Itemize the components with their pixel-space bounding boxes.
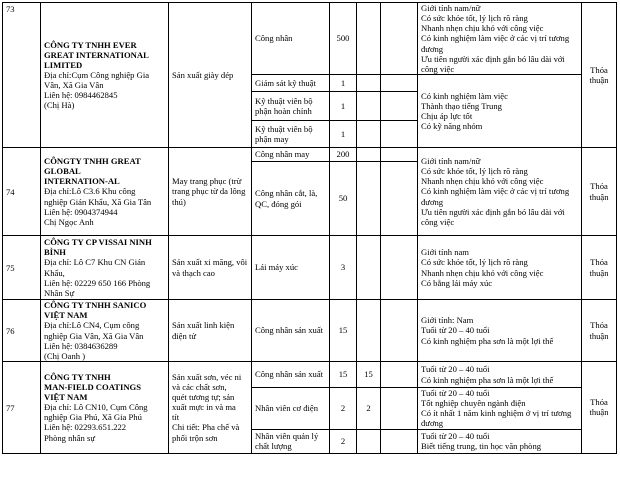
company-info: Khẩu, — [44, 267, 65, 278]
table-row — [3, 300, 617, 362]
company-cell — [41, 362, 169, 454]
requirement-line: Giới tính nam — [421, 247, 469, 258]
empty-cell — [381, 362, 418, 388]
job-title: Công nhân cắt, là, QC, đóng gói — [252, 162, 330, 236]
empty-cell — [381, 92, 418, 121]
job-quantity: 2 — [330, 429, 357, 453]
job-title: Công nhân sản xuất — [252, 300, 330, 362]
requirement-line: Biết tiếng trung, tin học văn phòng — [421, 441, 542, 452]
company-info: nghiệp Gia Phú, Xã Gia Phú — [44, 412, 142, 423]
job-quantity: 3 — [330, 236, 357, 300]
requirement-line: Có sức khỏe tốt, lý lịch rõ ràng — [421, 166, 528, 177]
company-info: Địa chỉ:Cụm Công nghiệp Gia — [44, 69, 150, 80]
industry-line: phối trộn sơn — [172, 432, 218, 443]
requirement-line: Giới tính nam/nữ — [421, 3, 481, 13]
industry-line: Chi tiết: Pha chế và — [172, 422, 240, 433]
job-quantity-2 — [357, 236, 381, 300]
industry-line: và các chất sơn, — [172, 381, 227, 392]
requirements-cell — [418, 388, 582, 430]
requirements-cell — [418, 362, 582, 388]
job-quantity-2 — [357, 162, 381, 236]
job-title: Nhân viên quản lý chất lượng — [252, 429, 330, 453]
industry-cell: Sản xuất linh kiện điện tử — [169, 300, 252, 362]
requirement-line: Nhanh nhẹn chịu khó với công việc — [421, 267, 544, 278]
requirement-line: Tuổi từ 20 – 40 tuổi — [421, 388, 490, 398]
industry-cell: May trang phục (trừ trang phục từ da lông thú) — [169, 148, 252, 236]
requirement-line: Chịu áp lực tốt — [421, 111, 473, 121]
company-cell — [41, 148, 169, 236]
empty-cell — [381, 429, 418, 453]
empty-cell — [381, 162, 418, 236]
requirement-line: Có kinh nghiệm làm việc ở các vị trí tương đương — [421, 33, 570, 54]
company-info: Liên hệ: 0384636289 — [44, 340, 118, 351]
requirement-line: Tốt nghiệp chuyên ngành điện — [421, 398, 526, 409]
company-name: INTERNATION-AL — [44, 176, 120, 187]
company-info: Địa chỉ:Lô CN4, Cụm công — [44, 320, 140, 331]
table-row — [3, 148, 617, 162]
job-quantity-2 — [357, 92, 381, 121]
requirement-line: Có kinh nghiệm làm việc ở các vị trí tương đương — [421, 186, 570, 207]
job-quantity: 15 — [330, 300, 357, 362]
company-cell — [41, 300, 169, 362]
company-name: MAN-FIELD COATINGS — [44, 381, 142, 392]
table-row — [3, 362, 617, 388]
job-quantity-2 — [357, 429, 381, 453]
recruitment-table — [2, 2, 617, 454]
empty-cell — [381, 300, 418, 362]
salary-cell: Thỏa thuận — [582, 236, 617, 300]
row-number: 77 — [3, 362, 41, 454]
requirement-line: Giới tính: Nam — [421, 315, 474, 326]
company-cell — [41, 3, 169, 148]
requirement-line: Có kỹ năng nhóm — [421, 121, 483, 132]
requirement-line: Có kinh nghiệm làm việc — [421, 90, 508, 101]
company-name: GREAT INTERNATIONAL — [44, 49, 149, 60]
company-info: nghiệp Gián Khẩu, Xã Gia Tân — [44, 196, 152, 207]
empty-cell — [381, 236, 418, 300]
company-info: (Chị Oanh ) — [44, 350, 86, 361]
requirement-line: Nhanh nhẹn chịu khó với công việc — [421, 176, 544, 187]
industry-cell — [169, 362, 252, 454]
requirements-cell — [418, 300, 582, 362]
requirements-cell — [418, 236, 582, 300]
job-title: Giám sát kỹ thuật — [252, 75, 330, 92]
job-title: Công nhân sản xuất — [252, 362, 330, 388]
empty-cell — [381, 121, 418, 148]
company-name: CÔNGTY TNHH GREAT — [44, 156, 141, 166]
job-title: Kỹ thuật viên bộ phận may — [252, 121, 330, 148]
company-name: VIỆT NAM — [44, 392, 88, 403]
job-quantity-2 — [357, 300, 381, 362]
empty-cell — [381, 388, 418, 430]
requirement-line: Ưu tiên người xác định gắn bó lâu dài với công việc — [421, 206, 565, 227]
job-quantity: 1 — [330, 92, 357, 121]
company-info: Địa chỉ:Lô C3.6 Khu công — [44, 186, 136, 197]
job-quantity: 50 — [330, 162, 357, 236]
requirement-line: Tuổi từ 20 – 40 tuổi — [421, 430, 490, 441]
requirement-line: Có kinh nghiệm pha sơn là một lợi thế — [421, 335, 554, 346]
table-row — [3, 3, 617, 75]
company-info: Liên hệ: 02229 650 166 Phòng — [44, 277, 151, 288]
empty-cell — [381, 75, 418, 92]
requirements-cell — [418, 148, 582, 236]
company-info: Liên hệ: 0984462845 — [44, 90, 118, 101]
job-title: Công nhân — [252, 3, 330, 75]
job-quantity: 500 — [330, 3, 357, 75]
job-quantity-2: 15 — [357, 362, 381, 388]
row-number: 74 — [3, 148, 41, 236]
company-info: Phòng nhân sự — [44, 432, 95, 443]
salary-cell: Thỏa thuận — [582, 362, 617, 454]
company-info: Vân, Xã Gia Vân — [44, 80, 104, 91]
company-info: nghiệp Gia Vân, Xã Gia Vân — [44, 330, 144, 341]
job-quantity: 1 — [330, 75, 357, 92]
requirement-line: Thành thạo tiếng Trung — [421, 100, 502, 111]
empty-cell — [381, 148, 418, 162]
industry-line: tít — [172, 412, 180, 423]
salary-cell: Thỏa thuận — [582, 300, 617, 362]
salary-cell: Thỏa thuận — [582, 3, 617, 148]
requirement-line: Giới tính nam/nữ — [421, 156, 481, 166]
requirement-line: Có ít nhất 1 năm kinh nghiệm ở vị trí tương đương — [421, 408, 572, 429]
company-name: CÔNG TY TNHH — [44, 371, 111, 382]
company-name: CÔNG TY TNHH EVER — [44, 39, 137, 50]
industry-line: Sản xuất sơn, véc ni — [172, 371, 242, 382]
company-name: CÔNG TY TNHH SANICO — [44, 300, 147, 311]
requirement-line: Có sức khỏe tốt, lý lịch rõ ràng — [421, 13, 528, 24]
requirements-cell — [418, 75, 582, 148]
company-info: Địa chỉ: Lô C7 Khu CN Gián — [44, 257, 146, 268]
requirement-line: Tuổi từ 20 – 40 tuổi — [421, 325, 490, 336]
company-name: LIMITED — [44, 59, 83, 70]
industry-cell: Sản xuất giày dép — [169, 3, 252, 148]
job-quantity: 15 — [330, 362, 357, 388]
company-info: Nhân Sự — [44, 287, 75, 298]
company-cell — [41, 236, 169, 300]
job-quantity: 2 — [330, 388, 357, 430]
job-quantity-2 — [357, 3, 381, 75]
job-quantity-2: 2 — [357, 388, 381, 430]
requirements-cell — [418, 3, 582, 75]
row-number: 75 — [3, 236, 41, 300]
salary-cell: Thỏa thuận — [582, 148, 617, 236]
requirement-line: Ưu tiên người xác định gắn bó lâu dài với công việc — [421, 53, 565, 74]
company-info: Liên hệ: 0904374944 — [44, 206, 118, 217]
job-title: Công nhân may — [252, 148, 330, 162]
industry-line: quét tương tự; sản — [172, 392, 235, 403]
company-name: VIỆT NAM — [44, 310, 88, 321]
row-number: 76 — [3, 300, 41, 362]
requirement-line: Nhanh nhẹn chịu khó với công việc — [421, 23, 544, 34]
requirement-line: Có kinh nghiệm pha sơn là một lợi thế — [421, 374, 554, 385]
industry-cell: Sản xuất xi măng, vôi và thạch cao — [169, 236, 252, 300]
requirement-line: Tuổi từ 20 – 40 tuổi — [421, 364, 490, 375]
job-quantity-2 — [357, 148, 381, 162]
company-info: Liên hệ: 02293.651.222 — [44, 422, 127, 433]
job-title: Lái máy xúc — [252, 236, 330, 300]
job-quantity-2 — [357, 121, 381, 148]
company-info: Chị Ngọc Anh — [44, 216, 94, 227]
table-row — [3, 236, 617, 300]
company-name: CÔNG TY CP VISSAI NINH — [44, 237, 152, 248]
job-quantity: 1 — [330, 121, 357, 148]
requirement-line: Có sức khỏe tốt, lý lịch rõ ràng — [421, 257, 528, 268]
company-name: BÌNH — [44, 247, 66, 258]
row-number: 73 — [3, 3, 41, 148]
job-title: Nhân viên cơ điện — [252, 388, 330, 430]
empty-cell — [381, 3, 418, 75]
company-info: Địa chỉ: Lô CN10, Cụm Công — [44, 402, 148, 413]
requirements-cell — [418, 429, 582, 453]
job-quantity: 200 — [330, 148, 357, 162]
industry-line: xuất mực in và ma — [172, 402, 236, 413]
job-title: Kỹ thuật viên bộ phận hoàn chỉnh — [252, 92, 330, 121]
job-quantity-2 — [357, 75, 381, 92]
requirement-line: Có bằng lái máy xúc — [421, 277, 493, 288]
company-name: GLOBAL — [44, 166, 81, 177]
company-info: (Chị Hà) — [44, 100, 75, 111]
